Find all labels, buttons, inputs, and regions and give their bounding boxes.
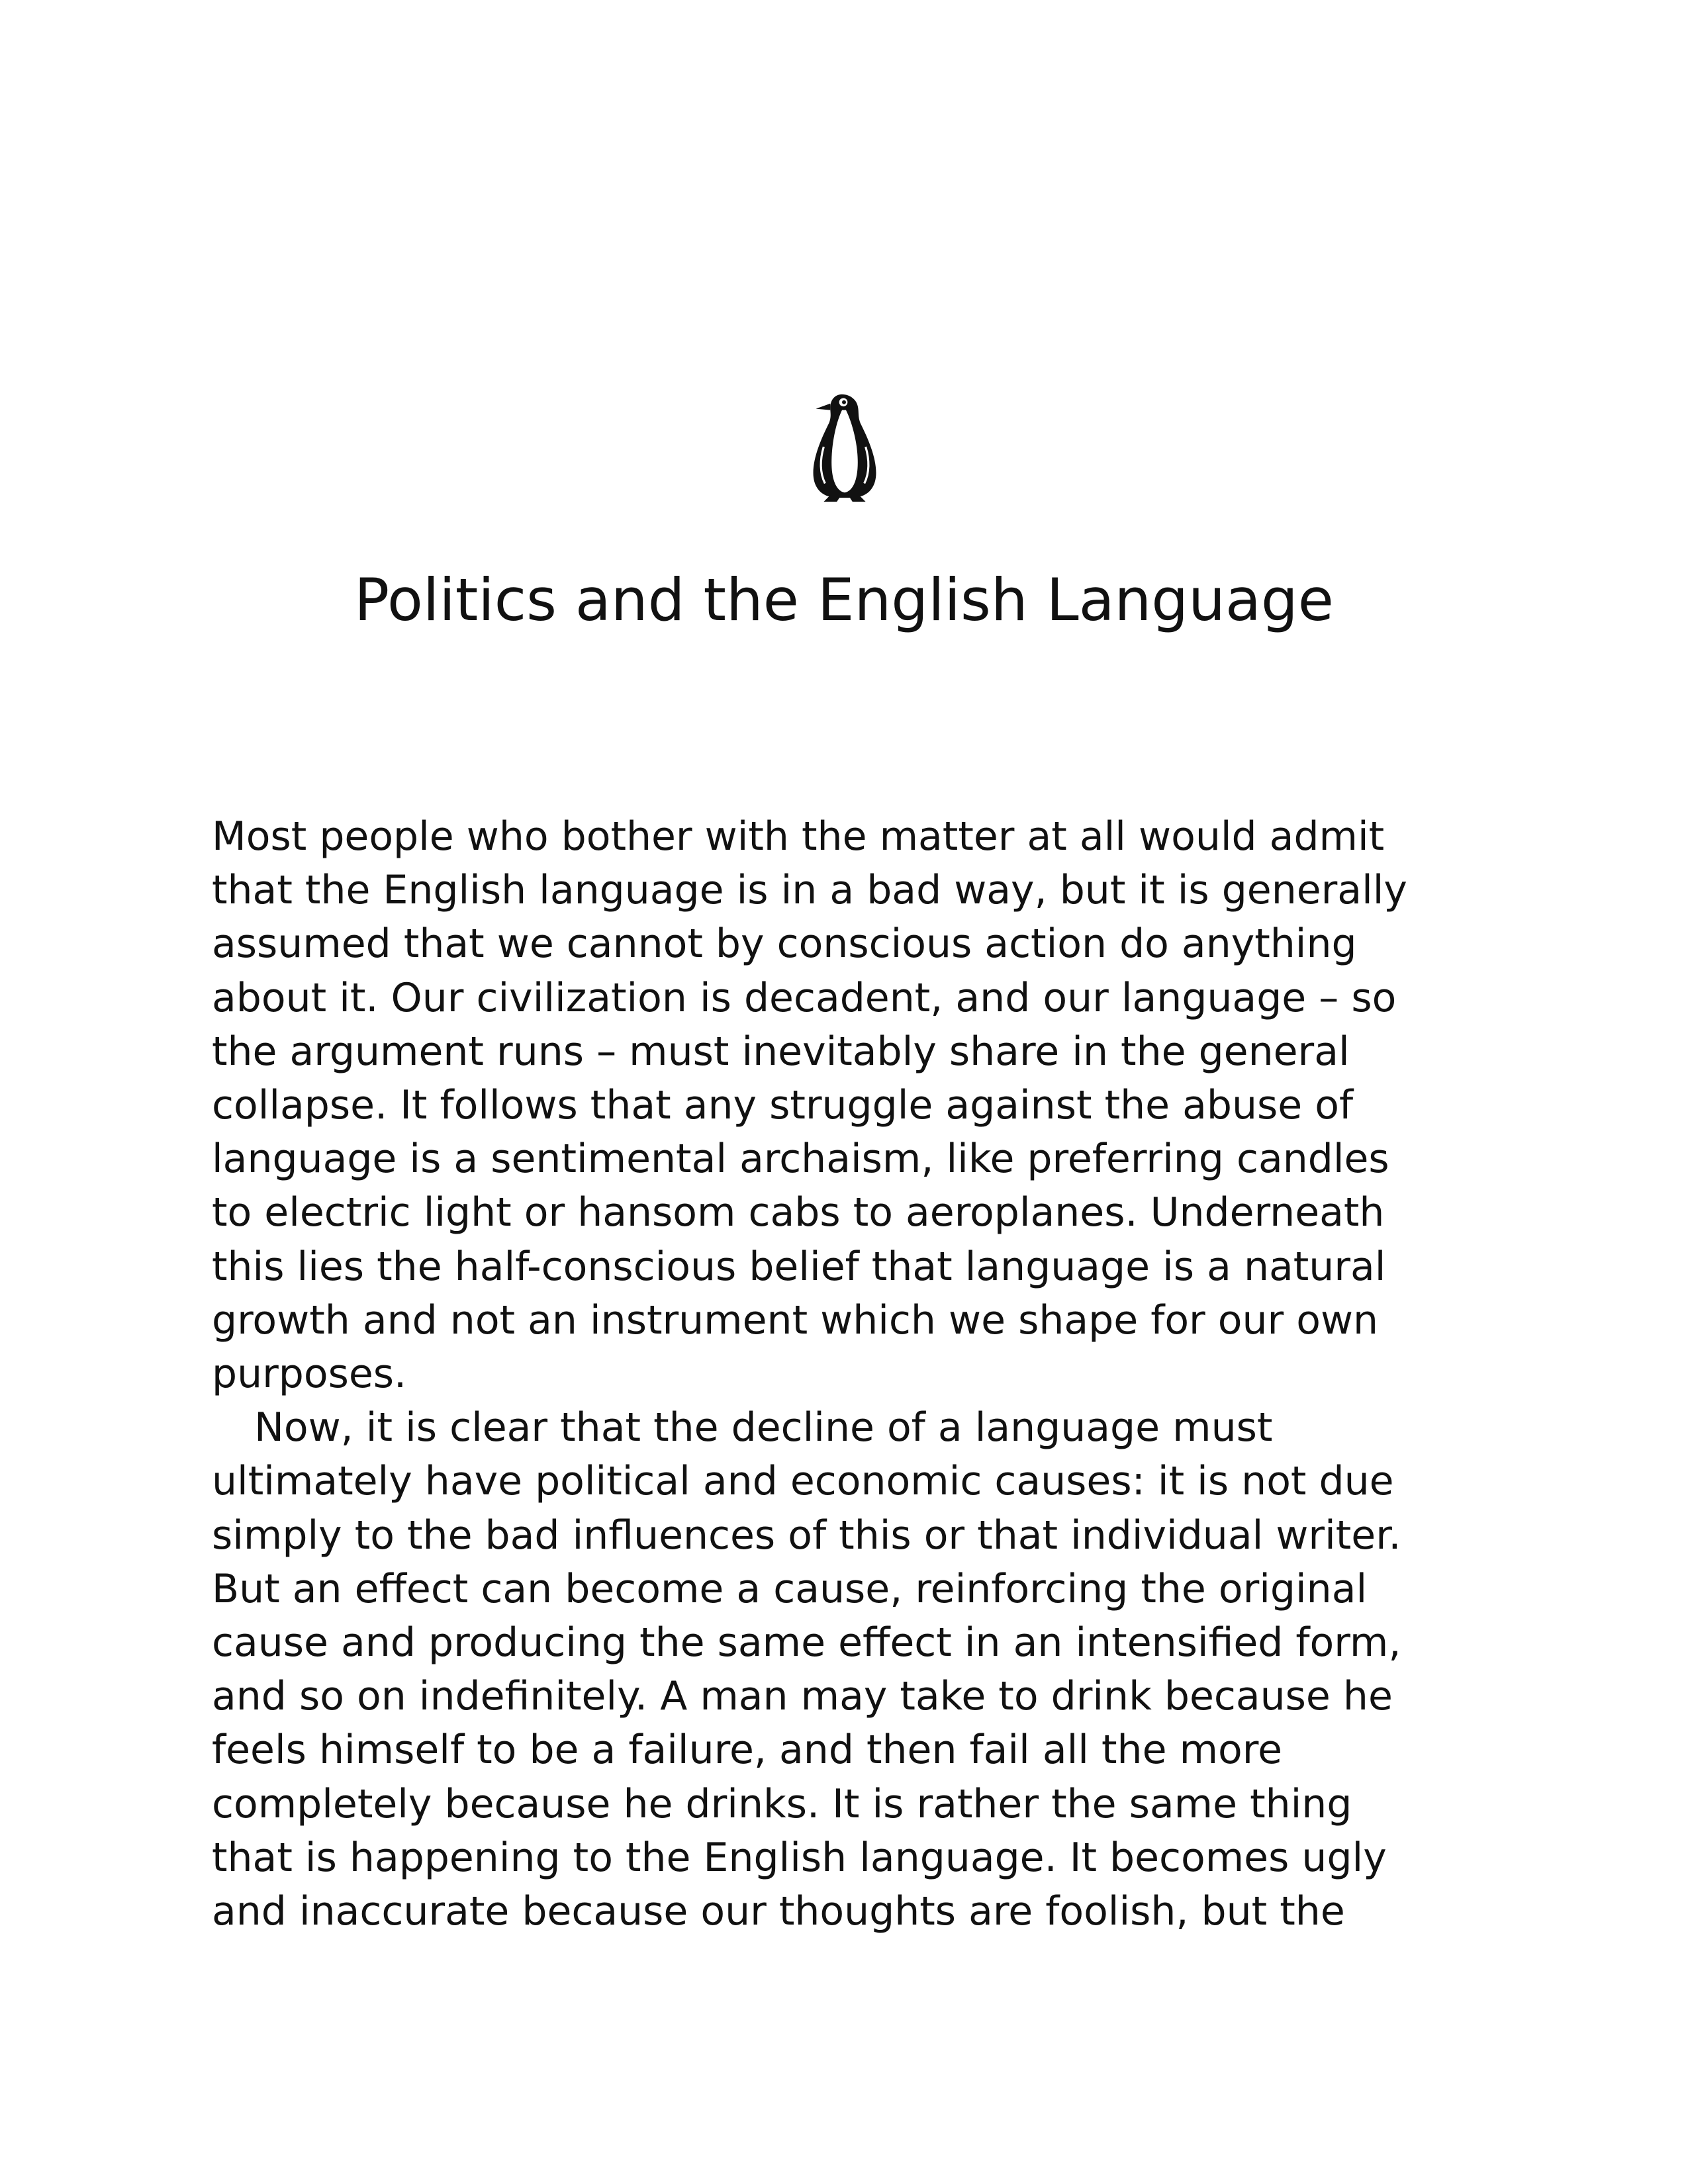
paragraph-start-line: Now, it is clear that the decline of a language must [254,1404,1273,1451]
text-line: simply to the bad influences of this or that individual writer. [212,1512,1401,1559]
text-line: completely because he drinks. It is rather the same thing [212,1780,1352,1827]
document-title: Politics and the English Language [354,566,1334,634]
text-line: But an effect can become a cause, reinforcing the original [212,1565,1368,1612]
text-line: assumed that we cannot by conscious action do anything [212,921,1357,968]
text-line: about it. Our civilization is decadent, and our language – so [212,974,1397,1021]
text-line: Most people who bother with the matter at all would admit [212,813,1385,860]
text-line: that the English language is in a bad way, but it is generally [212,867,1407,914]
text-line: purposes. [212,1351,407,1398]
text-line: feels himself to be a failure, and then fail all the more [212,1727,1282,1774]
body-text [212,810,1509,1938]
text-line: and inaccurate because our thoughts are foolish, but the [212,1888,1345,1935]
text-line: ultimately have political and economic causes: it is not due [212,1458,1394,1505]
text-line: language is a sentimental archaism, like preferring candles [212,1136,1389,1183]
text-line: this lies the half-conscious belief that language is a natural [212,1243,1386,1290]
text-line: cause and producing the same effect in an intensified form, [212,1619,1401,1666]
text-line: and so on indefinitely. A man may take to drink because he [212,1673,1393,1720]
text-line: to electric light or hansom cabs to aeroplanes. Underneath [212,1189,1385,1236]
text-line: that is happening to the English language. It becomes ugly [212,1834,1387,1881]
text-line: growth and not an instrument which we shape for our own [212,1297,1379,1343]
penguin-icon [802,389,887,507]
text-line: the argument runs – must inevitably share in the general [212,1028,1350,1075]
text-line: collapse. It follows that any struggle against the abuse of [212,1082,1354,1129]
